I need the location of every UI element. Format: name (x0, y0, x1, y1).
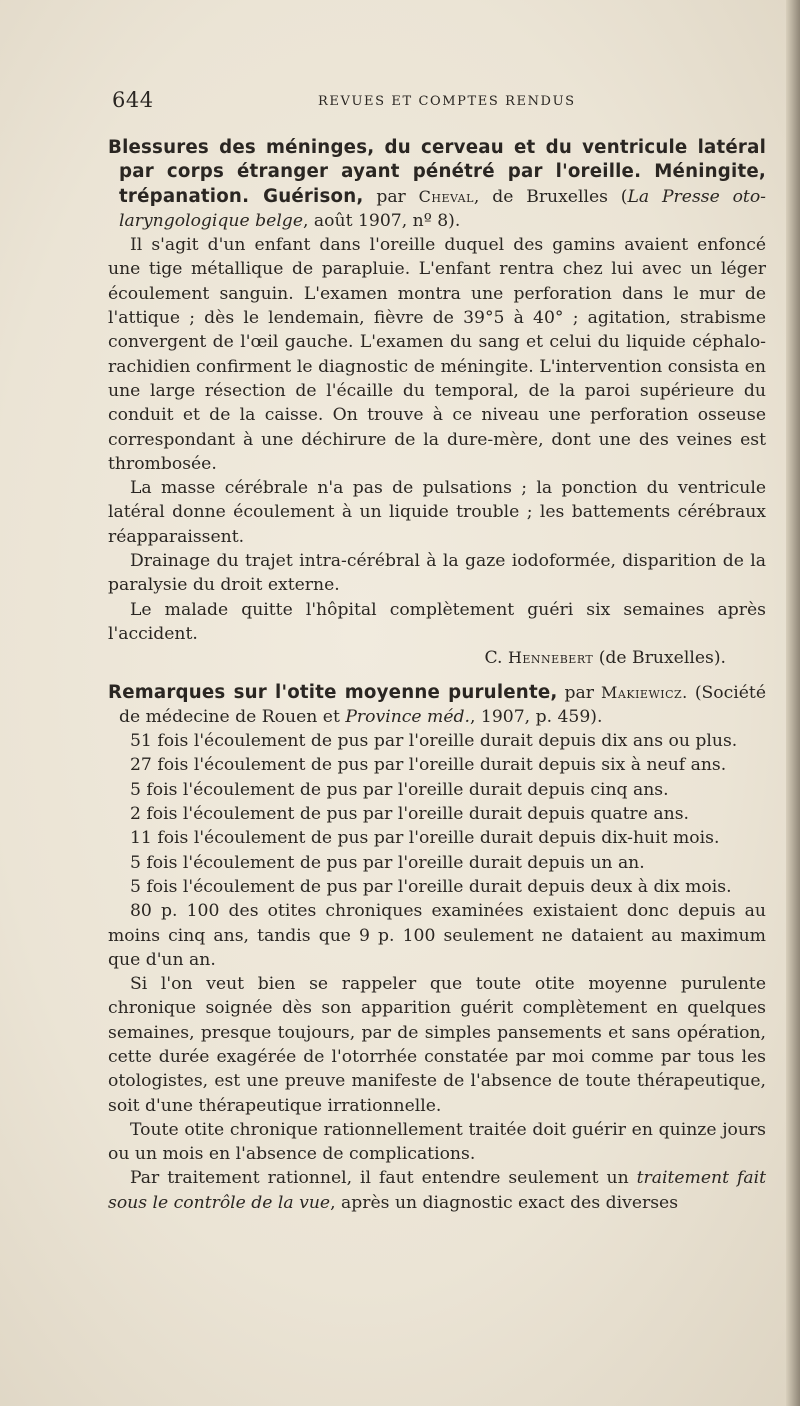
article2-paragraph-10: Toute otite chronique rationnellement traitée doit guérir en quinze jours ou un mois en l'absence de complications. (108, 1119, 766, 1165)
article2-paragraph-11 (108, 1166, 766, 1215)
article1-signature (108, 646, 766, 670)
article2-paragraph-7: 5 fois l'écoulement de pus par l'oreille durait depuis deux à dix mois. (130, 876, 732, 897)
article1-journal: La Presse oto-laryngologique belge (119, 186, 766, 231)
article2-paragraph-4: 2 fois l'écoulement de pus par l'oreille durait depuis quatre ans. (130, 804, 690, 825)
article2-paragraph-3: 5 fois l'écoulement de pus par l'oreille durait depuis cinq ans. (130, 779, 669, 800)
article2-journal: Province méd. (345, 706, 470, 727)
article2-paragraph-6: 5 fois l'écoulement de pus par l'oreille durait depuis un an. (130, 852, 645, 873)
book-gutter-shadow (786, 0, 800, 1406)
page-number: 644 (112, 88, 154, 112)
signature-name: Hennebert (507, 648, 594, 668)
article1-paragraph-3: Drainage du trajet intra-cérébral à la gaze iodoformée, disparition de la paralysie du droit externe. (108, 551, 766, 596)
article2-heading (108, 681, 766, 730)
article1-source-open: ( (620, 186, 628, 207)
article2-author: Makiewicz. (601, 682, 688, 702)
article2-title: Remarques sur l'otite moyenne purulente, (108, 681, 558, 703)
article1-title: Blessures des méninges, du cerveau et du ventricule latéral par corps étranger ayant pénétré par l'oreille. Méningite, trépanation. Guérison, (108, 137, 766, 207)
article1-author: Cheval (418, 186, 474, 206)
page-body (108, 136, 766, 1215)
article1-paragraph-1: Il s'agit d'un enfant dans l'oreille duquel des gamins avaient enfoncé une tige métallique de parapluie. L'enfant rentra chez lui avec un léger écoulement sanguin. L'examen montra une perforation dans le mur de l'attique ; dès le lendemain, fièvre de 39°5 à 40° ; agitation, strabisme convergent de l'œil gauche. L'examen du sang et celui du liquide céphalo-rachidien confirment le diagnostic de méningite. L'intervention consista en une large résection de l'écaille du temporal, de la paroi supérieure du conduit et de la caisse. On trouve à ce niveau une perforation osseuse correspondant à une déchirure de la dure-mère, dont une des veines est thrombosée. (108, 235, 766, 474)
article2-paragraph-2: 27 fois l'écoulement de pus par l'oreille durait depuis six à neuf ans. (130, 755, 727, 776)
article2-by: par (564, 682, 594, 703)
article2-source-open: (Société de médecine de Rouen et (119, 682, 767, 727)
article2-source-rest: , 1907, p. 459). (469, 706, 603, 727)
article1-paragraph-2: La masse cérébrale n'a pas de pulsations ; la ponction du ventricule latéral donne écoulement à un liquide trouble ; les battements cérébraux réapparaissent. (108, 478, 766, 547)
page-header (112, 88, 764, 116)
article1-heading (108, 136, 766, 233)
article1-source-rest: , août 1907, nº 8). (303, 210, 461, 231)
article1-author-place: , de Bruxelles (473, 186, 608, 207)
signature-text (484, 646, 726, 670)
article2-paragraph-5: 11 fois l'écoulement de pus par l'oreille durait depuis dix-huit mois. (130, 828, 720, 849)
article2-paragraph-1: 51 fois l'écoulement de pus par l'oreille durait depuis dix ans ou plus. (130, 731, 738, 752)
article2-last-tail: , après un diagnostic exact des diverses (330, 1192, 679, 1213)
article2-last-lead: Par traitement rationnel, il faut entendre seulement un (130, 1168, 637, 1189)
article1-paragraph-4: Le malade quitte l'hôpital complètement guéri six semaines après l'accident. (108, 599, 766, 644)
article2-paragraph-8: 80 p. 100 des otites chroniques examinées existaient donc depuis au moins cinq ans, tandis que 9 p. 100 seulement ne dataient au maximum que d'un an. (108, 901, 766, 970)
signature-initial: C. (484, 648, 503, 669)
article2-last-italic: traitement fait sous le contrôle de la vue (108, 1168, 766, 1213)
article2-paragraph-9: Si l'on veut bien se rappeler que toute otite moyenne purulente chronique soignée dès son apparition guérit complètement en quelques semaines, presque toujours, par de simples pansements et sans opération, cette durée exagérée de l'otorrhée constatée par moi comme par tous les otologistes, est une preuve manifeste de l'absence de toute thérapeutique, soit d'une thérapeutique irrationnelle. (108, 974, 766, 1116)
signature-place: (de Bruxelles). (598, 648, 726, 669)
article1-by: par (376, 186, 406, 207)
running-head: REVUES ET COMPTES RENDUS (318, 94, 576, 109)
